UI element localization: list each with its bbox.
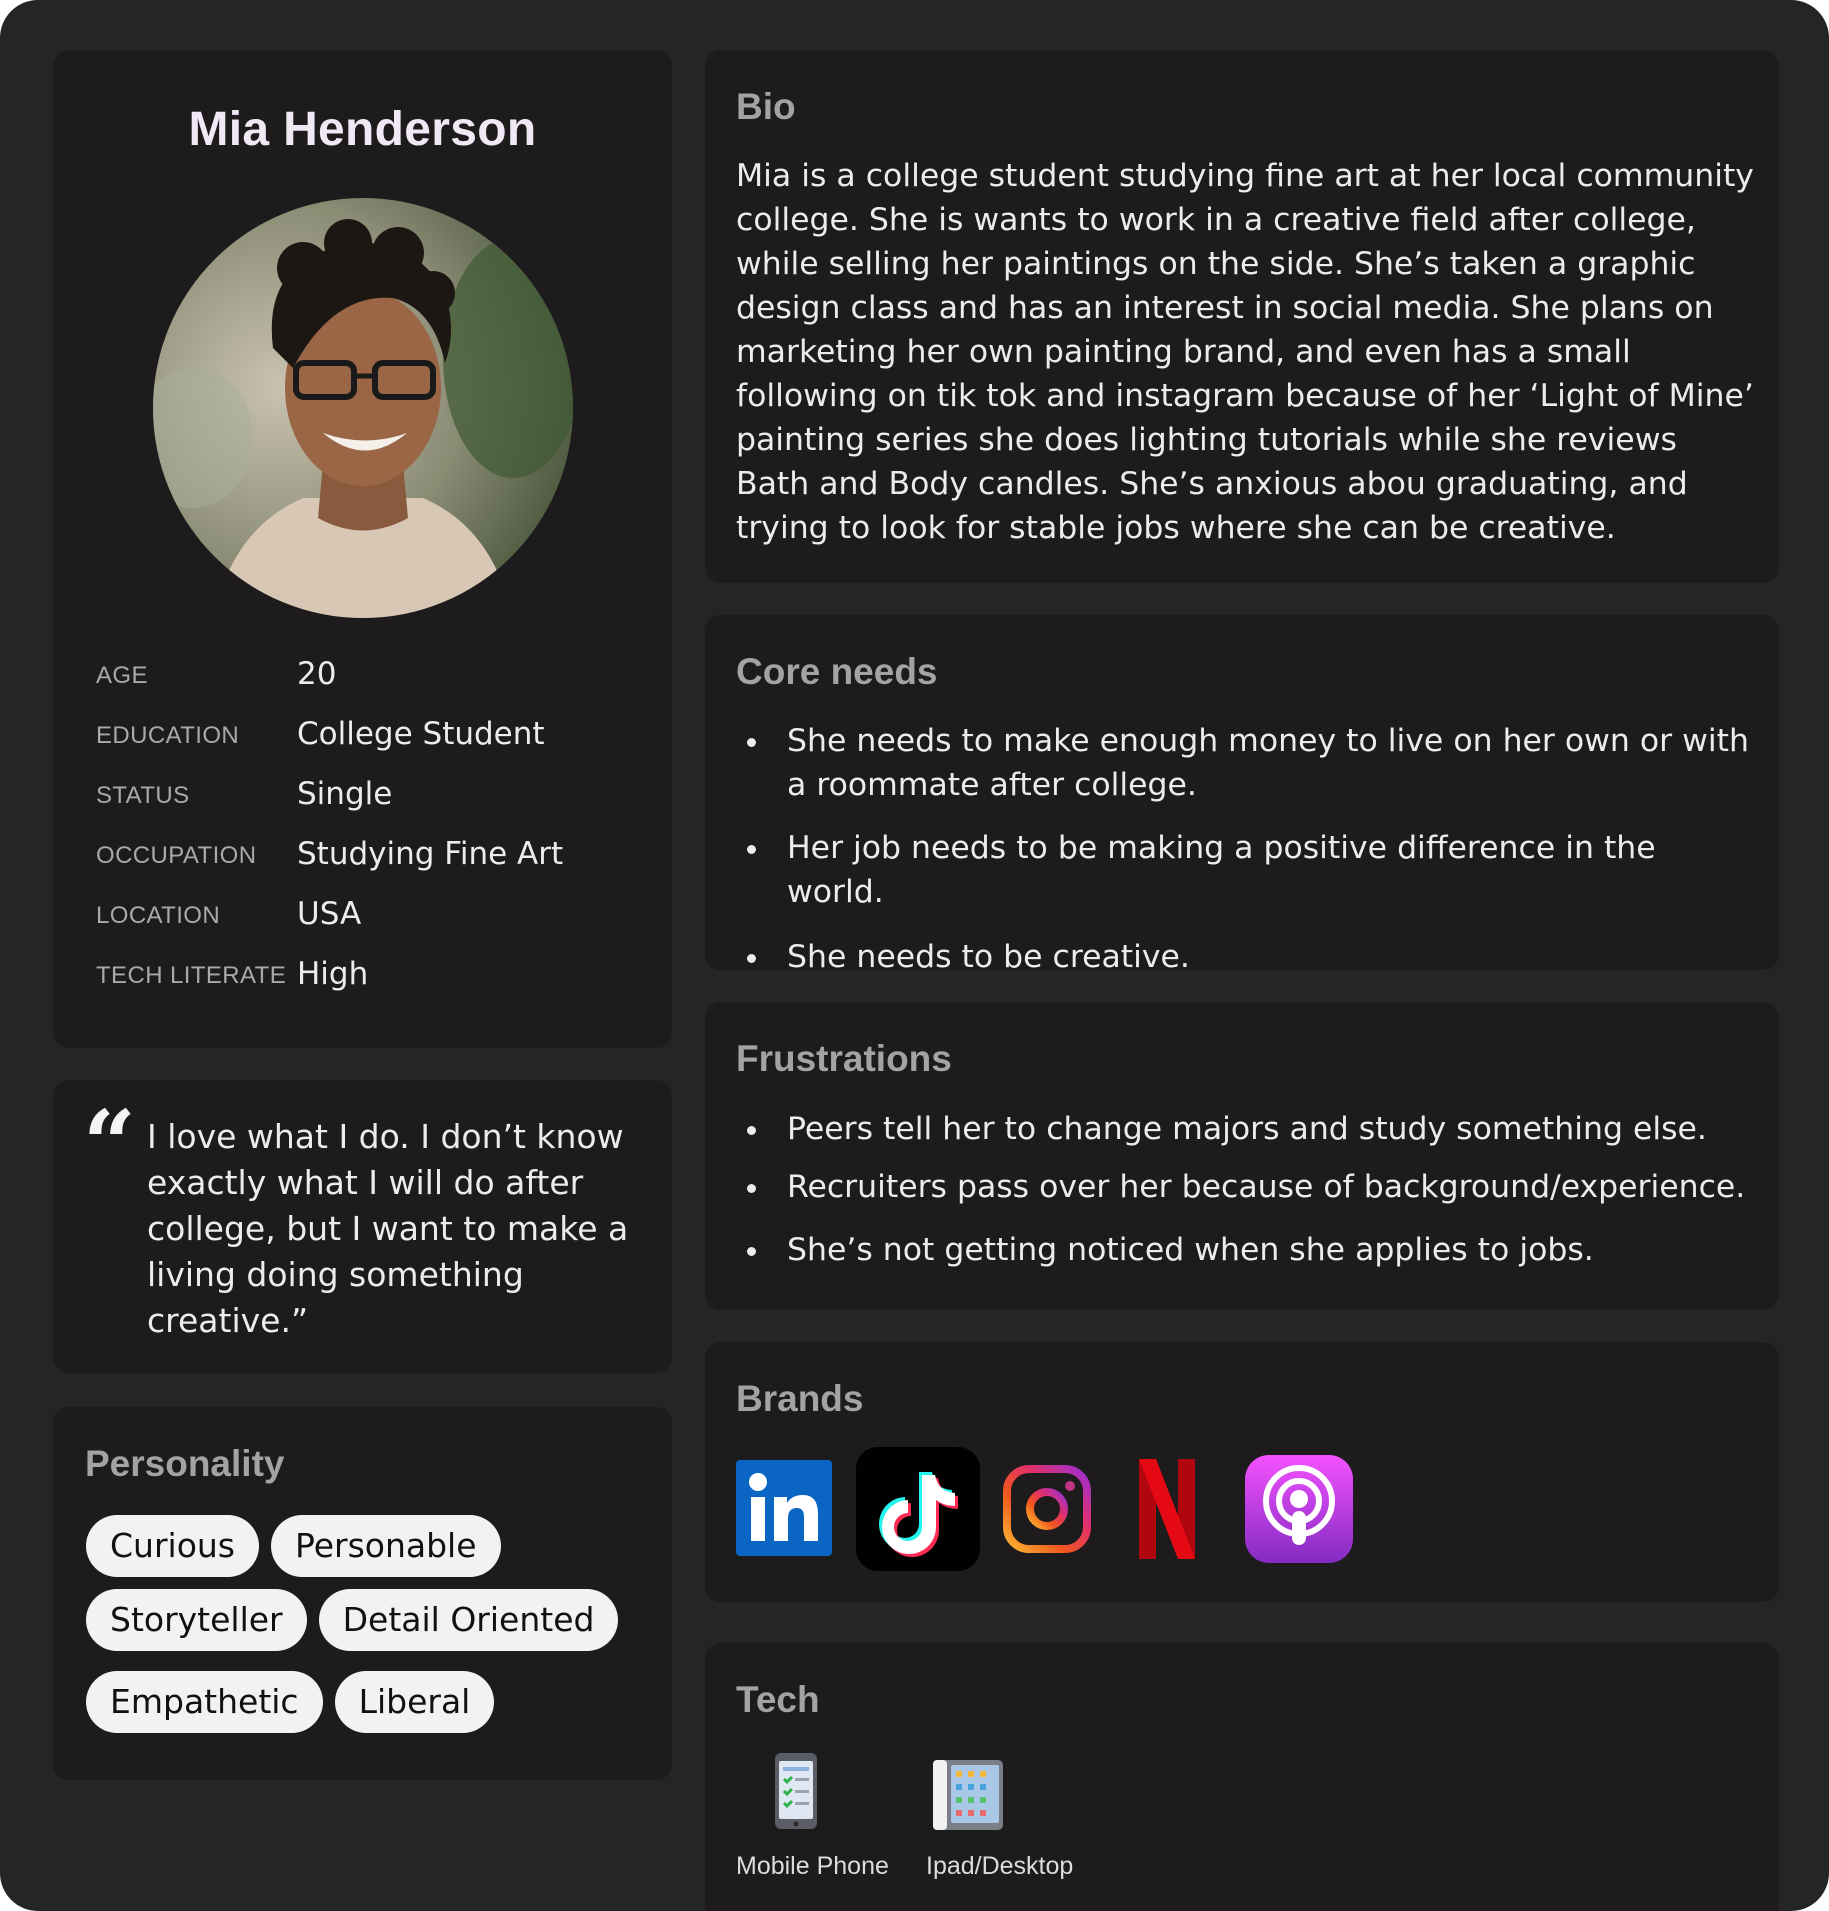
bio-text: Mia is a college student studying fine art at her local community college. She is wants to work in a creative field after college, while selling her paintings on the side. She’s taken a graphic design class and has an interest in social media. She plans on marketing her own painting brand, and even has a small following on tik tok and instagram because of her ‘Light of Mine’ painting series she does lighting tutorials while she reviews Bath and Body candles. She’s anxious abou graduating, and trying to look for stable jobs where she can be creative. xyxy=(736,158,1754,546)
fact-label: TECH LITERATE xyxy=(96,962,287,989)
fact-row-tech-literate xyxy=(96,950,656,1010)
frustrations-card xyxy=(705,1002,1779,1310)
fact-row-location xyxy=(96,890,656,950)
device-label: Mobile Phone xyxy=(736,1852,889,1880)
core-needs-title: Core needs xyxy=(736,651,938,692)
fact-row-age xyxy=(96,650,656,710)
fact-label: OCCUPATION xyxy=(96,842,257,869)
brands-card xyxy=(705,1342,1779,1602)
list-item: She’s not getting noticed when she applies to jobs. xyxy=(747,1228,1757,1272)
netflix-icon xyxy=(1139,1459,1195,1559)
trait-tag: Storyteller xyxy=(86,1589,307,1651)
fact-value: 20 xyxy=(297,656,337,692)
avatar xyxy=(153,198,573,618)
quote-text: I love what I do. I don’t know exactly what I will do after college, but I want to make a living doing something creative.” xyxy=(147,1117,629,1340)
fact-row-education xyxy=(96,710,656,770)
fact-label: STATUS xyxy=(96,782,190,809)
trait-tag: Liberal xyxy=(335,1671,495,1733)
tablet-icon xyxy=(933,1760,1003,1830)
personality-title: Personality xyxy=(85,1443,285,1484)
profile-facts xyxy=(96,650,656,1010)
instagram-icon xyxy=(1003,1465,1091,1553)
trait-tag: Detail Oriented xyxy=(319,1589,619,1651)
trait-tag: Curious xyxy=(86,1515,259,1577)
trait-tag: Empathetic xyxy=(86,1671,323,1733)
fact-row-occupation xyxy=(96,830,656,890)
list-item: Her job needs to be making a positive difference in the world. xyxy=(747,826,1757,914)
core-needs-list xyxy=(747,719,1757,998)
bio-card xyxy=(705,50,1779,583)
fact-value: High xyxy=(297,956,369,992)
tech-title: Tech xyxy=(736,1679,820,1720)
fact-value: Single xyxy=(297,776,393,812)
personality-tags xyxy=(86,1515,646,1745)
fact-value: Studying Fine Art xyxy=(297,836,564,872)
list-item: Recruiters pass over her because of background/experience. xyxy=(747,1165,1757,1209)
list-item: She needs to make enough money to live on her own or with a roommate after college. xyxy=(747,719,1757,807)
frustrations-title: Frustrations xyxy=(736,1038,952,1079)
quote-card xyxy=(53,1080,672,1373)
tiktok-icon xyxy=(856,1447,980,1571)
fact-label: AGE xyxy=(96,662,148,689)
quote-mark-icon: “ xyxy=(83,1090,136,1198)
podcasts-icon xyxy=(1245,1455,1353,1563)
profile-card xyxy=(53,50,672,1048)
fact-label: EDUCATION xyxy=(96,722,240,749)
fact-value: College Student xyxy=(297,716,545,752)
persona-name: Mia Henderson xyxy=(188,103,537,156)
tech-card xyxy=(705,1643,1779,1911)
bio-title: Bio xyxy=(736,86,796,127)
linkedin-icon xyxy=(736,1460,832,1556)
list-item: Peers tell her to change majors and study something else. xyxy=(747,1107,1757,1151)
personality-card xyxy=(53,1407,672,1780)
device-label: Ipad/Desktop xyxy=(926,1852,1074,1880)
list-item: She needs to be creative. xyxy=(747,935,1757,979)
avatar-photo xyxy=(153,198,573,618)
brands-title: Brands xyxy=(736,1378,864,1419)
fact-value: USA xyxy=(297,896,362,932)
fact-label: LOCATION xyxy=(96,902,221,929)
trait-tag: Personable xyxy=(271,1515,501,1577)
frustrations-list xyxy=(747,1107,1757,1286)
mobile-phone-icon xyxy=(775,1753,817,1829)
core-needs-card xyxy=(705,615,1779,975)
fact-row-status xyxy=(96,770,656,830)
